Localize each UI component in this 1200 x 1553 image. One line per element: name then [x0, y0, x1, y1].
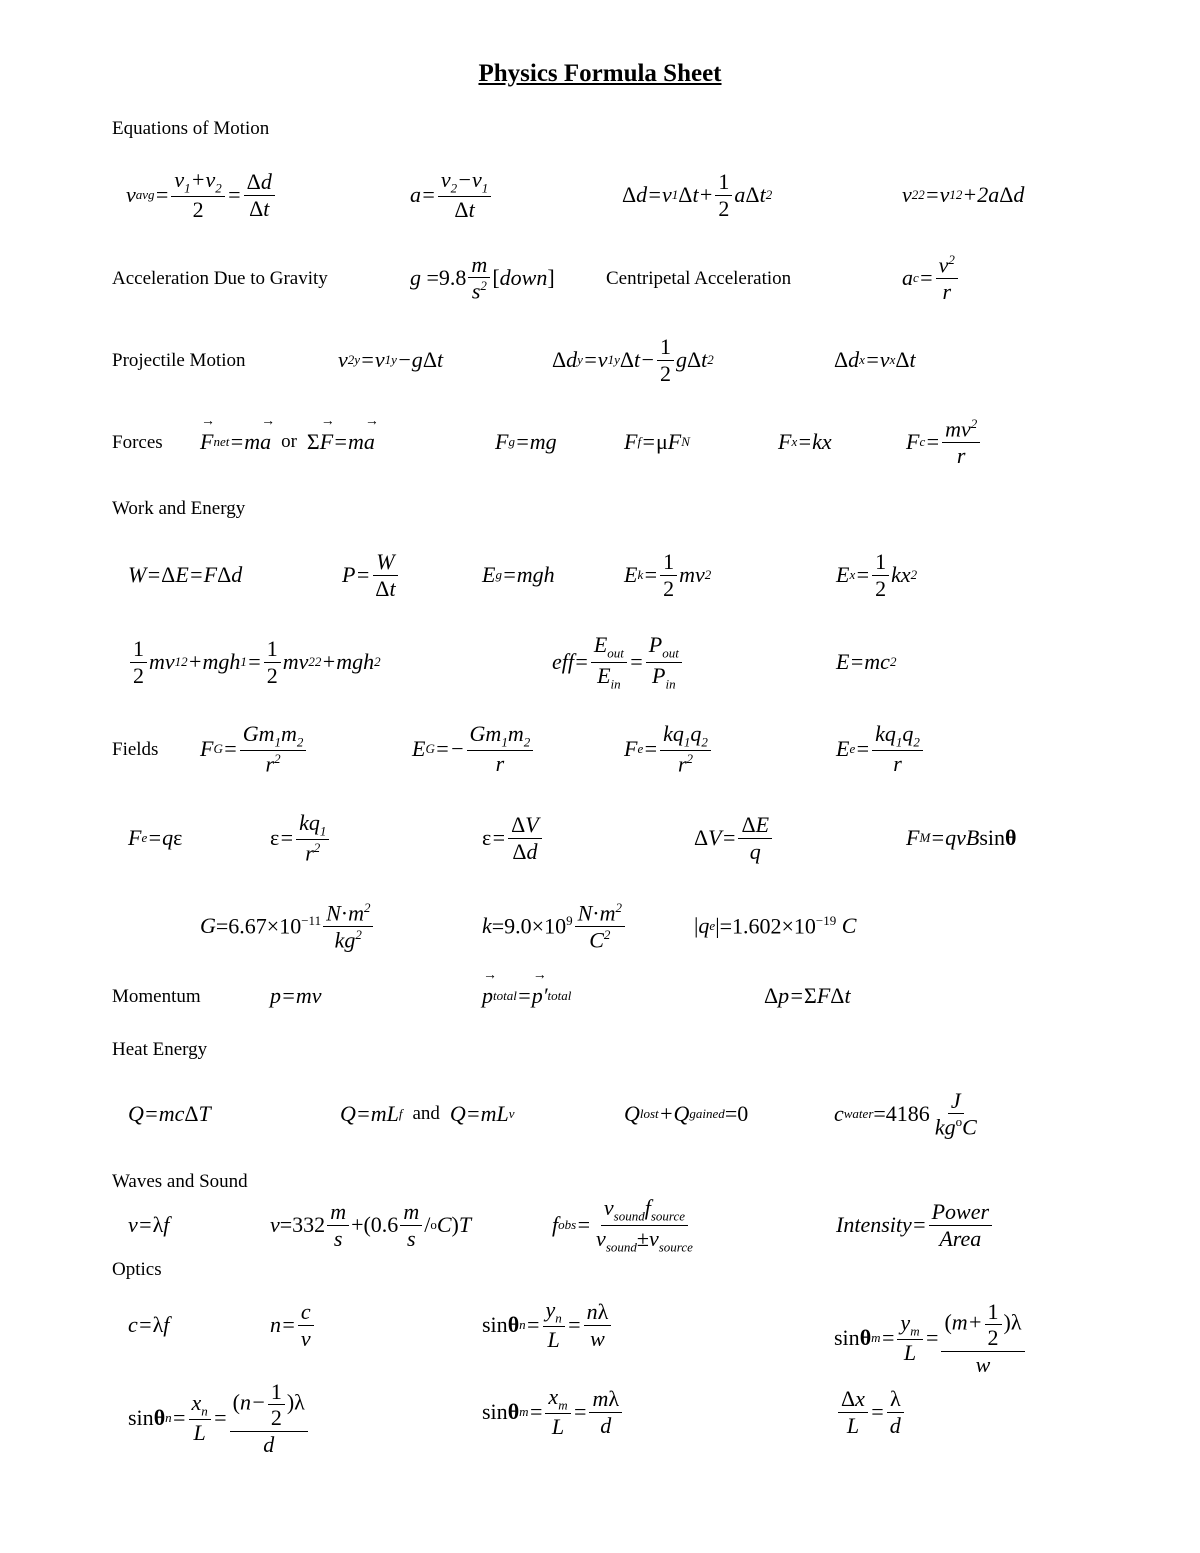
formula-weight: F g =mg	[495, 429, 557, 454]
formula-doppler: f obs = $\frac{v_{sound}f_{source}}{v_{sound}\pm v_{source}}$	[552, 1195, 693, 1254]
formula-net-force: → F net =m → a or Σ → F =m → a	[200, 412, 375, 472]
formula-coulomb-force: F e = $\frac{kq_1q_2}{r^2}$	[624, 719, 713, 779]
formula-speed-of-sound: v =332 $\frac{m}{s}$ +(0.6 $\frac{m}{s}$ / o C ) T	[270, 1199, 472, 1251]
formula-work: W= Δ E=F Δ d	[128, 562, 243, 587]
formula-magnetic-force: F M =qvB sin θ	[906, 825, 1017, 850]
formula-fringe-spacing: $\frac{\Delta x}{L}$ = $\frac{\lambda}{d}$	[836, 1382, 906, 1442]
formula-projectile-horizontal: Δ d x =v x Δ t	[834, 347, 916, 372]
formula-momentum: p=mv	[270, 983, 322, 1008]
constant-gravitational: G $=6.67\times 10^{-11}$ $\frac{N\cdot m^2}{kg^2}$	[200, 896, 375, 956]
formula-refractive-index: n= $\frac{c}{v}$	[270, 1295, 316, 1355]
formula-mass-energy: E=mc 2	[836, 649, 897, 674]
heading-projectile-motion: Projectile Motion	[112, 350, 246, 371]
connector-and: and	[412, 1103, 440, 1124]
formula-velocity-squared: v 2 2 =v 1 2 +2a Δ d	[902, 182, 1025, 207]
formula-gravity: g =9.8 $\frac{m}{s^2}$ [ down ]	[410, 252, 555, 304]
heading-work-energy: Work and Energy	[112, 498, 246, 519]
formula-wave-speed: v= λ f	[128, 1212, 170, 1237]
formula-intensity: Intensity= $\frac{\text{Power}}{\text{Area}}$	[836, 1195, 994, 1255]
formula-single-slit-nodes: sin θ n = $\frac{y_n}{L}$ = $\frac{n\lambda}{w}$	[482, 1295, 613, 1355]
heading-gravity: Acceleration Due to Gravity	[112, 268, 328, 289]
formula-average-velocity: v avg = $\frac{v_1+v_2}{2}$ = $\frac{\Delta d}{\Delta t}$	[126, 165, 277, 225]
formula-efficiency: eff= $\frac{E_{out}}{E_{in}}$ = $\frac{P_{out}}{P_{in}}$	[552, 632, 684, 692]
heading-optics: Optics	[112, 1259, 162, 1280]
formula-centripetal-force: F c = $\frac{mv^2}{r}$	[906, 412, 982, 472]
formula-projectile-vertical: Δ d y =v 1y Δ t− $\frac{1}{2}$ g Δ t 2	[552, 334, 714, 386]
formula-gravitational-potential: E g =mgh	[482, 562, 555, 587]
formula-heat-exchange: Q lost +Q gained =0	[624, 1101, 749, 1126]
heading-heat-energy: Heat Energy	[112, 1039, 208, 1060]
formula-double-slit-antinodes: sin θ m = $\frac{x_m}{L}$ = $\frac{m\lambda}{d}$	[482, 1382, 624, 1442]
formula-electric-field-plates: ε = $\frac{\Delta V}{\Delta d}$	[482, 808, 544, 868]
formula-friction: F f = μ F N	[624, 429, 690, 454]
heading-equations-of-motion: Equations of Motion	[112, 118, 270, 139]
formula-specific-heat: Q=mc Δ T	[128, 1101, 211, 1126]
formula-kinetic-energy: E k = $\frac{1}{2}$ mv 2	[624, 549, 712, 601]
heading-centripetal: Centripetal Acceleration	[606, 268, 792, 289]
formula-power: P= $\frac{W}{\Delta t}$	[342, 545, 401, 605]
formula-electric-force-field: F e =q ε	[128, 825, 183, 850]
page-title: Physics Formula Sheet	[478, 60, 722, 87]
formula-elastic-energy: E x = $\frac{1}{2}$ kx 2	[836, 549, 918, 601]
formula-centripetal: a c = $\frac{v^2}{r}$	[902, 248, 960, 308]
formula-double-slit-nodes: sin θ n = $\frac{x_n}{L}$ = (n− $\frac{1}{2}$ )λ d	[128, 1380, 310, 1456]
constant-coulomb: k $=9.0\times 10^9$ $\frac{N\cdot m^2}{C^2}$	[482, 896, 627, 956]
formula-displacement: Δ d=v 1 Δ t+ $\frac{1}{2}$ a Δ t 2	[622, 169, 773, 221]
formula-energy-conservation: $\frac{1}{2}$ mv 1 2 +mgh 1 = $\frac{1}{2}$ mv 2 2 +mgh 2	[128, 632, 381, 692]
formula-electric-field-point: ε = $\frac{kq_1}{r^2}$	[270, 808, 331, 868]
formula-gravitational-energy: E G =− $\frac{Gm_1m_2}{r}$	[412, 719, 535, 779]
formula-momentum-conservation: → p total = → p ′ total	[482, 966, 571, 1026]
heading-fields: Fields	[112, 739, 159, 760]
formula-projectile-velocity: v 2y =v 1y −g Δ t	[338, 347, 444, 372]
connector-or: or	[281, 431, 297, 452]
heading-waves-sound: Waves and Sound	[112, 1171, 248, 1192]
heading-momentum: Momentum	[112, 986, 201, 1007]
formula-latent-heat: Q=mL f and Q=mL v	[340, 1101, 515, 1126]
formula-acceleration: a= $\frac{v_2-v_1}{\Delta t}$	[410, 165, 493, 225]
formula-gravitational-force: F G = $\frac{Gm_1m_2}{r^2}$	[200, 719, 308, 779]
formula-spring-force: F x =kx	[778, 429, 832, 454]
constant-elementary-charge: | q e $|=1.602\times 10^{-19}$ C	[694, 912, 857, 939]
constant-water-specific-heat: c water =4186 $\frac{J}{kg^oC}$	[834, 1088, 977, 1140]
formula-impulse: Δ p= Σ F Δ t	[764, 983, 851, 1008]
formula-potential-difference: Δ V= $\frac{\Delta E}{q}$	[694, 808, 774, 868]
heading-forces: Forces	[112, 432, 163, 453]
formula-light-speed: c= λ f	[128, 1312, 170, 1337]
formula-electric-energy: E e = $\frac{kq_1q_2}{r}$	[836, 719, 925, 779]
formula-single-slit-antinodes: sin θ m = $\frac{y_m}{L}$ = (m+ $\frac{1}{2}$ )λ w	[834, 1300, 1027, 1376]
